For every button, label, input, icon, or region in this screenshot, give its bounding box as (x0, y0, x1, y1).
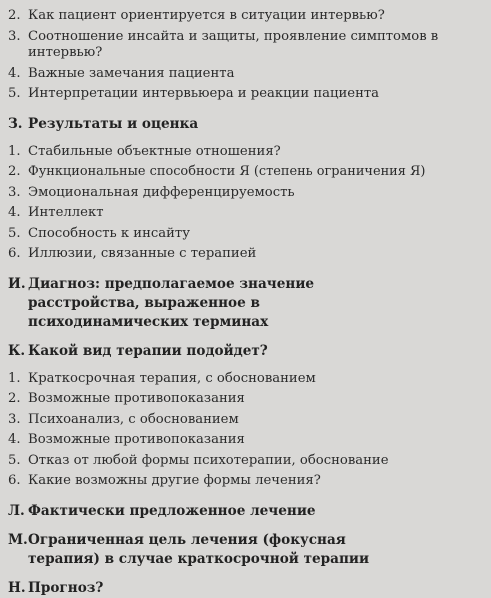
item-text: Соотношение инсайта и защиты, проявление симптомов в интервью? (28, 28, 439, 60)
list-item (8, 451, 483, 472)
list-item (8, 84, 483, 105)
heading-text: Ограниченная цель лечения (фокусная терапия) в случае краткосрочной терапии (28, 531, 370, 567)
item-number: 6. (8, 246, 21, 261)
list-item (8, 64, 483, 85)
item-number: 5. (8, 225, 21, 241)
item-text: Возможные противопоказания (28, 391, 245, 406)
item-number: 4. (8, 65, 21, 81)
item-number: 1. (8, 370, 21, 386)
section-heading (8, 342, 483, 361)
item-number: 4. (8, 432, 21, 447)
list-item (8, 162, 483, 183)
heading-letter: З. (8, 115, 23, 132)
section-heading (8, 275, 483, 332)
item-number: 2. (8, 8, 21, 23)
item-text: Иллюзии, связанные с терапией (28, 246, 257, 261)
heading-letter: И. (8, 275, 26, 292)
item-number: 2. (8, 391, 21, 406)
item-text: Способность к инсайту (28, 225, 190, 241)
section-heading (8, 502, 483, 521)
item-number: 3. (8, 28, 21, 44)
item-text: Психоанализ, с обоснованием (28, 411, 239, 427)
item-text: Функциональные способности Я (степень ограничения Я) (28, 164, 426, 179)
list-item (8, 471, 483, 492)
item-number: 3. (8, 411, 21, 427)
item-text: Интеллект (28, 205, 104, 220)
heading-text: Прогноз? (28, 579, 104, 596)
item-text: Возможные противопоказания (28, 432, 245, 447)
heading-text: Результаты и оценка (28, 115, 199, 132)
section-heading (8, 579, 483, 598)
item-text: Отказ от любой формы психотерапии, обоснование (28, 452, 389, 468)
heading-letter: Н. (8, 579, 26, 596)
heading-letter: Л. (8, 502, 25, 519)
list-item (8, 183, 483, 204)
heading-text: Диагноз: предполагаемое значение расстройства, выраженное в психодинамических терминах (28, 275, 315, 330)
list-item (8, 410, 483, 431)
item-number: 2. (8, 164, 21, 179)
heading-text: Какой вид терапии подойдет? (28, 342, 268, 359)
section-heading (8, 115, 483, 134)
item-number: 4. (8, 205, 21, 220)
item-number: 5. (8, 452, 21, 468)
item-text: Эмоциональная дифференцируемость (28, 184, 295, 200)
item-number: 1. (8, 143, 21, 159)
heading-text: Фактически предложенное лечение (28, 502, 316, 519)
list-item (8, 6, 483, 27)
heading-letter: К. (8, 342, 26, 359)
list-item (8, 203, 483, 224)
item-text: Важные замечания пациента (28, 65, 235, 81)
list-item (8, 29, 483, 61)
item-text: Стабильные объектные отношения? (28, 143, 281, 159)
item-text: Как пациент ориентируется в ситуации интервью? (28, 8, 385, 23)
heading-letter: М. (8, 531, 28, 548)
item-number: 3. (8, 184, 21, 200)
section-heading (8, 531, 483, 569)
item-number: 6. (8, 473, 21, 488)
item-text: Интерпретации интервьюера и реакции пациента (28, 86, 380, 101)
item-number: 5. (8, 86, 21, 101)
list-item (8, 389, 483, 410)
item-text: Какие возможны другие формы лечения? (28, 473, 321, 488)
list-item (8, 244, 483, 265)
list-item (8, 142, 483, 163)
list-item (8, 369, 483, 390)
item-text: Краткосрочная терапия, с обоснованием (28, 370, 316, 386)
list-item (8, 224, 483, 245)
list-item (8, 430, 483, 451)
